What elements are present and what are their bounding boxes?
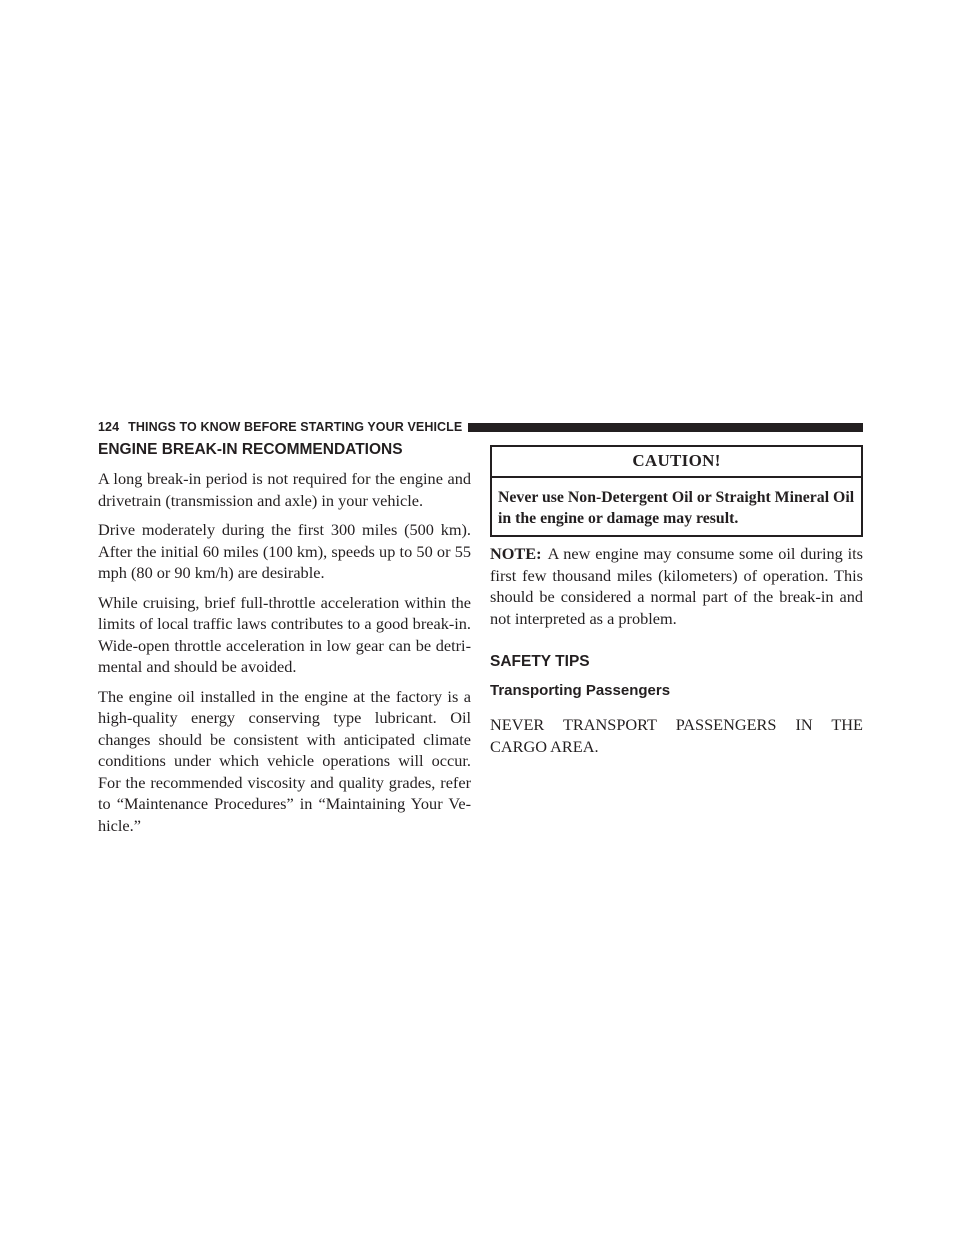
caution-title: CAUTION! (492, 447, 861, 478)
note-text: A new engine may consume some oil during its first few thousand miles (kilometers) of operation. This should be considered a normal part of the break-in and not interpreted as a problem. (490, 544, 863, 628)
note-paragraph (490, 543, 863, 629)
paragraph-cruising: While cruising, brief full-throttle acceleration within the limits of local traffic laws contributes to a good break-in. Wide-open throttle acceleration in low gear can be detri-mental and should be avoided. (98, 592, 471, 676)
note-label: NOTE: (490, 544, 542, 563)
page-header (98, 418, 863, 436)
page-number: 124 (98, 420, 120, 434)
paragraph-engine-oil: The engine oil installed in the engine at the factory is a high-quality energy conserving type lubricant. Oil changes should be consistent with anticipated climate conditions under which vehicle operations will occur. For the recommended viscosity and quality grades, refer to “Maintenance Procedures” in “Maintaining Your Ve-hicle.” (98, 686, 471, 835)
section-heading-safety-tips: SAFETY TIPS (490, 653, 590, 670)
header-text (98, 420, 462, 434)
paragraph-drive-moderately: Drive moderately during the first 300 miles (500 km). After the initial 60 miles (100 km), speeds up to 50 or 55 mph (80 or 90 km/h) are desirable. (98, 520, 471, 582)
caution-box (490, 445, 863, 537)
chapter-title: THINGS TO KNOW BEFORE STARTING YOUR VEHICLE (128, 420, 463, 434)
header-rule (468, 423, 863, 432)
subsection-heading-transporting-passengers: Transporting Passengers (490, 682, 671, 699)
left-column (98, 440, 471, 844)
right-column (490, 440, 863, 757)
paragraph-transport-warning: NEVER TRANSPORT PASSENGERS IN THE CARGO AREA. (490, 715, 863, 756)
caution-body: Never use Non-Detergent Oil or Straight Mineral Oil in the engine or damage may result. (498, 489, 855, 527)
paragraph-break-in-period: A long break-in period is not required for the engine and drivetrain (transmission and axle) in your vehicle. (98, 469, 471, 510)
section-heading-engine-break-in: ENGINE BREAK-IN RECOMMENDATIONS (98, 441, 403, 458)
